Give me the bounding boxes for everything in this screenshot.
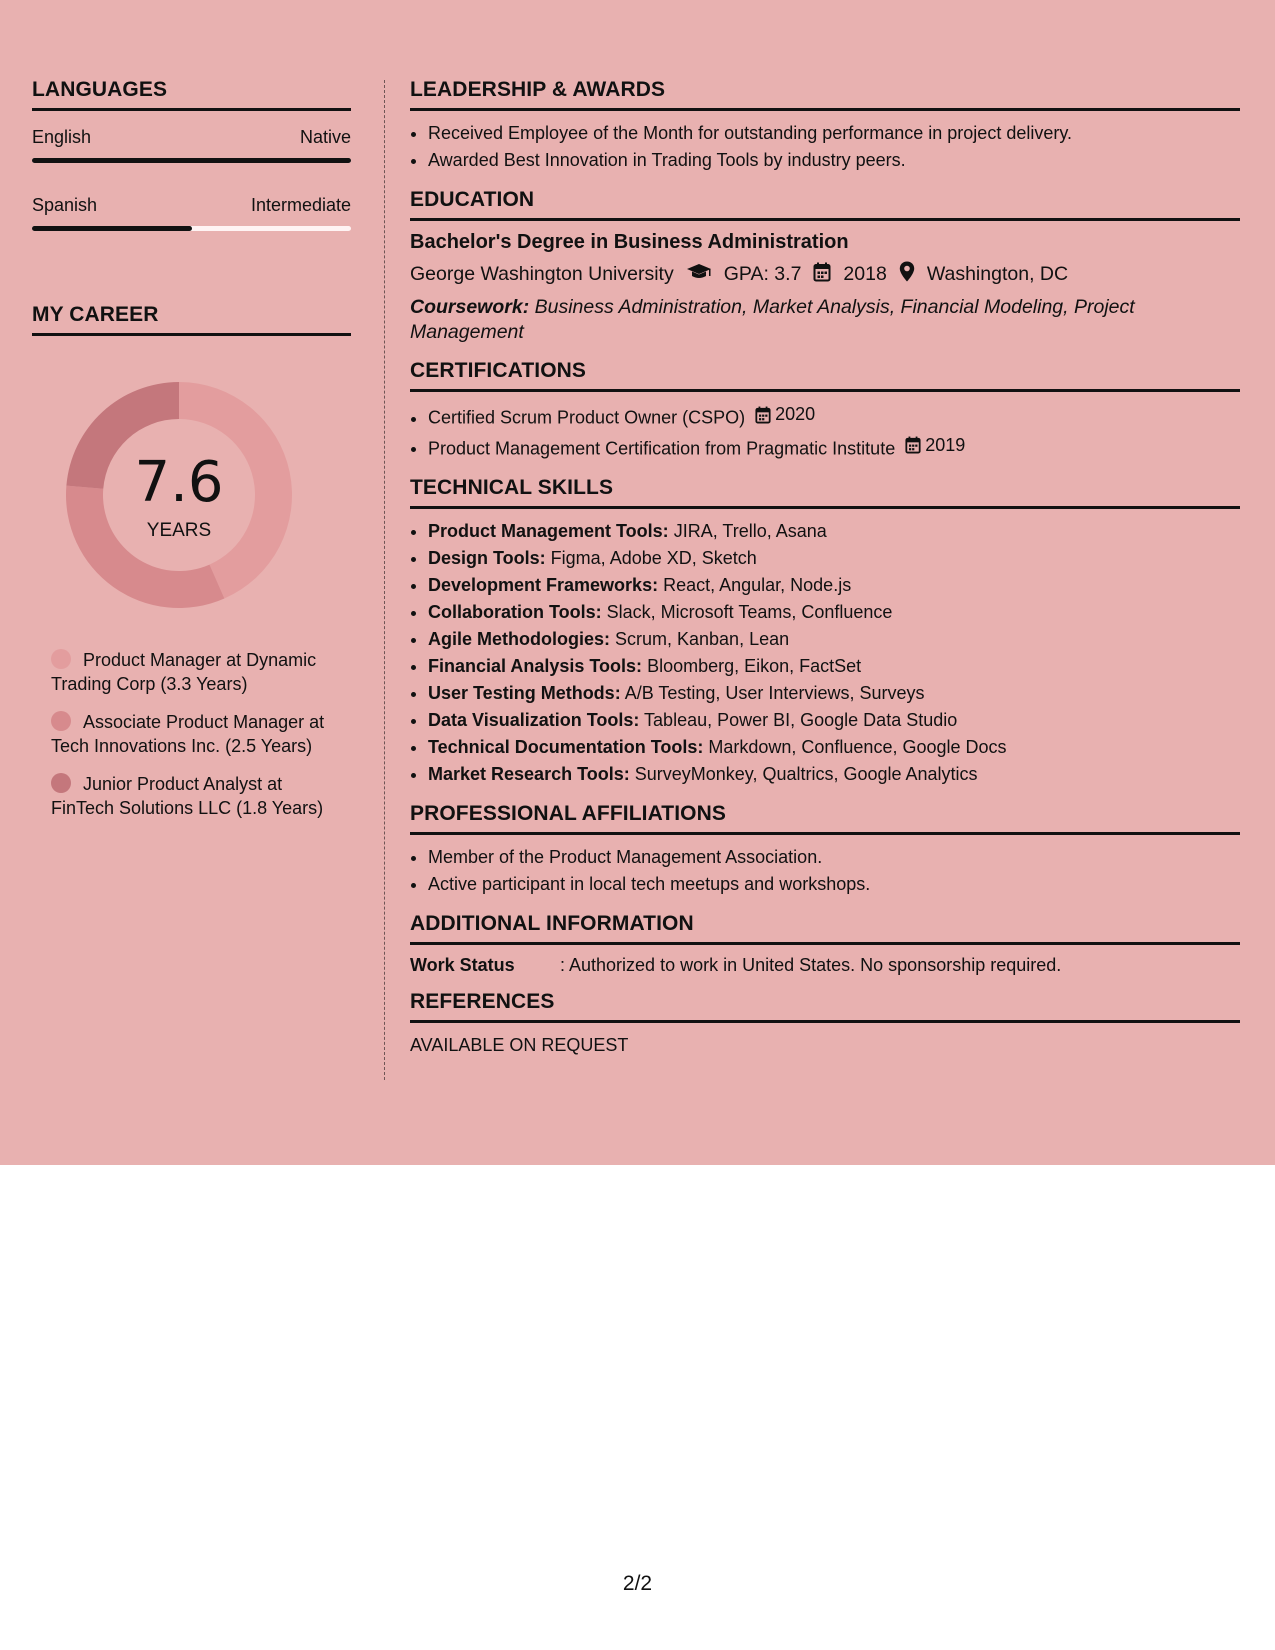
education-title: EDUCATION [410,188,1240,221]
list-item [428,432,1240,463]
legend-label: Product Manager at Dynamic Trading Corp (3.3 Years) [51,650,317,694]
certifications-section [410,359,1240,462]
additional-title: ADDITIONAL INFORMATION [410,912,1240,945]
cert-name: Certified Scrum Product Owner (CSPO) [428,407,746,428]
education-school: George Washington University [410,263,674,285]
leadership-title: LEADERSHIP & AWARDS [410,78,1240,111]
education-gpa: GPA: 3.7 [723,263,802,285]
skill-label: Design Tools: [428,548,546,568]
list-item [428,707,1240,734]
language-name: Spanish [32,195,98,215]
education-year: 2018 [843,263,887,285]
skill-label: Data Visualization Tools: [428,710,640,730]
skill-label: Technical Documentation Tools: [428,737,704,757]
work-status-key: Work Status [410,955,515,975]
calendar-icon [813,262,831,288]
list-item: • Received Employee of the Month for outstanding performance in project delivery. [428,120,1240,147]
cert-year: 2020 [775,404,816,424]
certifications-title: CERTIFICATIONS [410,359,1240,392]
skill-label: User Testing Methods: [428,683,621,703]
legend-dot-icon [51,773,71,793]
career-unit: YEARS [146,520,212,541]
languages-title: LANGUAGES [32,78,351,111]
legend-label: Junior Product Analyst at FinTech Solutions LLC (1.8 Years) [51,774,324,818]
list-item: • Active participant in local tech meetups and workshops. [428,871,1240,898]
list-item [428,599,1240,626]
calendar-icon [755,406,771,424]
graduation-cap-icon [686,263,712,287]
cert-name: Product Management Certification from Pragmatic Institute [428,438,896,458]
skills-section [410,476,1240,788]
skill-label: Market Research Tools: [428,764,630,784]
list-item: • Awarded Best Innovation in Trading Tools by industry peers. [428,147,1240,174]
list-item [428,761,1240,788]
skill-value: Slack, Microsoft Teams, Confluence [601,602,893,622]
career-total: 7.6 [134,450,224,515]
skill-value: A/B Testing, User Interviews, Surveys [620,683,925,703]
skill-value: React, Angular, Node.js [658,575,852,595]
skill-value: Scrum, Kanban, Lean [610,629,790,649]
references-section [410,990,1240,1056]
language-bar-fill [32,158,351,163]
affiliations-title: PROFESSIONAL AFFILIATIONS [410,802,1240,835]
coursework-label: Coursework: [410,296,530,318]
legend-dot-icon [51,711,71,731]
education-details [410,261,1240,288]
leadership-section [410,78,1240,174]
map-pin-icon [899,261,915,288]
skill-value: SurveyMonkey, Qualtrics, Google Analytics [629,764,978,784]
work-status-value: : Authorized to work in United States. No sponsorship required. [560,955,1062,975]
page-number: 2/2 [622,1572,653,1595]
skill-value: Bloomberg, Eikon, FactSet [642,656,862,676]
language-english [32,127,351,163]
language-bar-fill [32,226,192,231]
list-item [428,653,1240,680]
list-item [428,734,1240,761]
career-donut-chart [64,380,294,610]
list-item: • Member of the Product Management Association. [428,844,1240,871]
right-column [410,78,1240,1070]
education-degree: Bachelor's Degree in Business Administration [410,231,849,253]
career-legend [51,648,331,820]
legend-dot-icon [51,649,71,669]
skill-value: Figma, Adobe XD, Sketch [545,548,757,568]
skill-label: Collaboration Tools: [428,602,602,622]
language-bar [32,158,351,163]
education-coursework [410,295,1240,345]
skills-title: TECHNICAL SKILLS [410,476,1240,509]
list-item [428,518,1240,545]
language-name: English [32,127,92,147]
skill-value: JIRA, Trello, Asana [668,521,827,541]
cert-year: 2019 [925,434,966,455]
skill-label: Product Management Tools: [428,521,669,541]
coursework-text: Business Administration, Market Analysis, Financial Modeling, Project Management [410,296,1135,343]
skill-label: Development Frameworks: [428,575,659,595]
work-status-row [410,955,1240,976]
skill-label: Financial Analysis Tools: [428,656,643,676]
language-level: Intermediate [250,195,351,215]
list-item [428,545,1240,572]
legend-item [51,710,331,758]
legend-item [51,772,331,820]
skill-value: Markdown, Confluence, Google Docs [703,737,1007,757]
education-section [410,188,1240,345]
list-item [428,401,1240,432]
skill-label: Agile Methodologies: [428,629,610,649]
legend-item [51,648,331,696]
references-title: REFERENCES [410,990,1240,1023]
references-text: AVAILABLE ON REQUEST [410,1035,629,1055]
skill-value: Tableau, Power BI, Google Data Studio [639,710,958,730]
language-bar [32,226,351,231]
language-spanish [32,195,351,231]
career-title: MY CAREER [32,303,351,336]
additional-section [410,912,1240,976]
column-divider [384,80,385,1080]
left-column [32,78,351,834]
list-item [428,572,1240,599]
education-location: Washington, DC [926,263,1069,285]
list-item [428,626,1240,653]
list-item [428,680,1240,707]
language-level: Native [299,127,351,147]
calendar-icon [905,436,921,454]
affiliations-section [410,802,1240,898]
legend-label: Associate Product Manager at Tech Innovations Inc. (2.5 Years) [51,712,325,756]
